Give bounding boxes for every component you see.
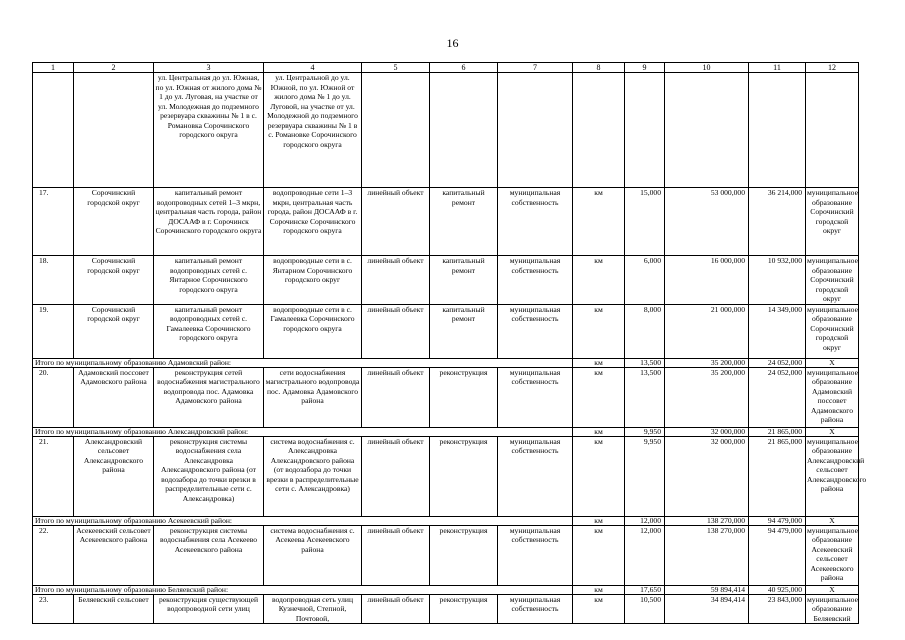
- object-type: линейный объект: [362, 304, 430, 358]
- funding-amount: 24 052,000: [749, 358, 806, 367]
- row-number: 17.: [33, 188, 74, 256]
- column-number-header: 4: [264, 63, 362, 73]
- object-name: система водоснабжения с. Александровка Александровского района (от водозабора до точки врезки в распределительные сети с. Александровка): [264, 436, 362, 516]
- funding-amount: 24 052,000: [749, 367, 806, 427]
- event-name: капитальный ремонт водопроводных сетей 1–3 мкрн, центральная часть города, район ДОСААФ в г. Сорочинск Сорочинского городского округа: [154, 188, 264, 256]
- funding-amount: 94 479,000: [749, 525, 806, 585]
- object-name: система водоснабжения с. Асекеева Асекеевского района: [264, 525, 362, 585]
- investment-program-table: [32, 62, 867, 624]
- ownership: муниципальная собственность: [498, 304, 573, 358]
- owner: муниципальное образование Сорочинский городской округ: [807, 256, 858, 303]
- unit: км: [573, 525, 625, 585]
- unit: км: [573, 594, 625, 624]
- unit: [573, 73, 625, 188]
- object-type: линейный объект: [362, 436, 430, 516]
- event-name: реконструкция сетей водоснабжения магистрального водопровода пос. Адамовка Адамовского района: [154, 367, 264, 427]
- quantity: 12,000: [625, 516, 665, 525]
- unit: км: [573, 427, 625, 436]
- municipality: [74, 73, 154, 188]
- object-name: водопроводные сети в с. Янтарном Сорочинского городского округ: [264, 256, 362, 305]
- funding-amount: 21 865,000: [749, 427, 806, 436]
- table-row: [33, 525, 859, 585]
- quantity: 17,650: [625, 585, 665, 594]
- total-cost: [665, 73, 749, 188]
- column-number-header: 1: [33, 63, 74, 73]
- column-number-header: 7: [498, 63, 573, 73]
- subtotal-label: Итого по муниципальному образованию Асекеевский район:: [33, 516, 573, 525]
- row-number: 22.: [33, 525, 74, 585]
- table-row: [33, 304, 859, 358]
- subtotal-mark: X: [806, 516, 859, 525]
- owner: муниципальное образование Беляевский: [807, 594, 858, 623]
- row-number: 23.: [33, 594, 74, 624]
- quantity: 10,500: [625, 594, 665, 624]
- object-type: линейный объект: [362, 594, 430, 624]
- work-type: капитальный ремонт: [430, 188, 498, 256]
- quantity: 15,000: [625, 188, 665, 256]
- municipality: Александровский сельсовет Александровского района: [74, 436, 154, 516]
- subtotal-row: [33, 585, 859, 594]
- ownership: муниципальная собственность: [498, 436, 573, 516]
- table-row: [33, 367, 859, 427]
- page-number: 16: [446, 36, 459, 50]
- table-row: [33, 594, 859, 624]
- row-number: 19.: [33, 304, 74, 358]
- row-number: 18.: [33, 256, 74, 305]
- owner: муниципальное образование Сорочинский городской округ: [806, 188, 859, 256]
- table-row: [33, 188, 859, 256]
- funding-amount: 21 865,000: [749, 436, 806, 516]
- unit: км: [573, 188, 625, 256]
- column-number-header: 11: [749, 63, 806, 73]
- object-type: линейный объект: [362, 256, 430, 305]
- total-cost: 16 000,000: [665, 256, 749, 305]
- total-cost: 53 000,000: [665, 188, 749, 256]
- object-type: линейный объект: [362, 188, 430, 256]
- total-cost: 59 894,414: [665, 585, 749, 594]
- total-cost: 32 000,000: [665, 427, 749, 436]
- ownership: муниципальная собственность: [498, 525, 573, 585]
- column-number-header: 12: [806, 63, 859, 73]
- subtotal-row: [33, 427, 859, 436]
- quantity: 9,950: [625, 427, 665, 436]
- column-number-header: 8: [573, 63, 625, 73]
- funding-amount: 10 932,000: [749, 256, 806, 305]
- total-cost: 138 270,000: [665, 525, 749, 585]
- owner: муниципальное образование Сорочинский городской округ: [806, 304, 859, 358]
- subtotal-label: Итого по муниципальному образованию Александровский район:: [33, 427, 573, 436]
- column-number-header: 10: [665, 63, 749, 73]
- object-name: водопроводная сеть улиц Кузнечной, Степной, Почтовой,: [264, 594, 362, 624]
- subtotal-mark: X: [806, 358, 859, 367]
- unit: км: [573, 516, 625, 525]
- row-number: 20.: [33, 367, 74, 427]
- column-number-row: [33, 63, 859, 73]
- ownership: [498, 73, 573, 188]
- table-row: [33, 256, 859, 305]
- owner: [806, 73, 859, 188]
- table-row: [33, 73, 859, 188]
- quantity: 13,500: [625, 358, 665, 367]
- unit: км: [573, 304, 625, 358]
- municipality: Асекеевский сельсовет Асекеевского района: [74, 525, 154, 585]
- quantity: [625, 73, 665, 188]
- municipality: Беляевский сельсовет: [74, 594, 154, 624]
- total-cost: 32 000,000: [665, 436, 749, 516]
- row-number: [33, 73, 74, 188]
- total-cost: 35 200,000: [665, 358, 749, 367]
- funding-amount: 23 843,000: [749, 594, 806, 624]
- funding-amount: [749, 73, 806, 188]
- event-name: реконструкция системы водоснабжения села Асекеево Асекеевского района: [154, 525, 264, 585]
- unit: км: [573, 436, 625, 516]
- column-number-header: 6: [430, 63, 498, 73]
- unit: км: [573, 585, 625, 594]
- total-cost: 138 270,000: [665, 516, 749, 525]
- municipality: Сорочинский городской округ: [74, 188, 154, 256]
- municipality: Сорочинский городской округ: [74, 256, 154, 305]
- municipality: Адамовский поссовет Адамовского района: [74, 367, 154, 427]
- quantity: 9,950: [625, 436, 665, 516]
- quantity: 6,000: [625, 256, 665, 305]
- subtotal-mark: X: [806, 585, 859, 594]
- object-type: линейный объект: [362, 367, 430, 427]
- subtotal-mark: X: [806, 427, 859, 436]
- subtotal-label: Итого по муниципальному образованию Адамовский район:: [33, 358, 573, 367]
- total-cost: 35 200,000: [665, 367, 749, 427]
- work-type: капитальный ремонт: [430, 256, 498, 305]
- object-name: ул. Центральной до ул. Южной, по ул. Южной от жилого дома № 1 до ул. Луговой, на участке от ул. Молодежной до подземного резервуара скважины № 1 в с. Романовке Сорочинского городского округа: [264, 73, 362, 188]
- unit: км: [573, 358, 625, 367]
- total-cost: 34 894,414: [665, 594, 749, 624]
- municipality: Сорочинский городской округ: [74, 304, 154, 358]
- funding-amount: 94 479,000: [749, 516, 806, 525]
- event-name: капитальный ремонт водопроводных сетей с. Гамалеевка Сорочинского городского округа: [154, 304, 264, 358]
- column-number-header: 2: [74, 63, 154, 73]
- funding-amount: 40 925,000: [749, 585, 806, 594]
- ownership: муниципальная собственность: [498, 188, 573, 256]
- funding-amount: 14 349,000: [749, 304, 806, 358]
- unit: км: [573, 367, 625, 427]
- ownership: муниципальная собственность: [498, 594, 573, 624]
- work-type: реконструкция: [430, 525, 498, 585]
- quantity: 8,000: [625, 304, 665, 358]
- quantity: 12,000: [625, 525, 665, 585]
- object-type: [362, 73, 430, 188]
- total-cost: 21 000,000: [665, 304, 749, 358]
- event-name: ул. Центральная до ул. Южная, по ул. Южная от жилого дома № 1 до ул. Луговая, на участке от ул. Молодежная до подземного резервуара скважины № 1 в с. Романовка Сорочинского городского округа: [154, 73, 264, 188]
- ownership: муниципальная собственность: [498, 256, 573, 305]
- object-name: водопроводные сети 1–3 мкрн, центральная часть города, район ДОСААФ в г. Сорочинске Сорочинского городского округа: [264, 188, 362, 256]
- work-type: реконструкция: [430, 436, 498, 516]
- object-name: сети водоснабжения магистрального водопровода пос. Адамовка Адамовского района: [264, 367, 362, 427]
- unit: км: [573, 256, 625, 305]
- table-row: [33, 436, 859, 516]
- work-type: капитальный ремонт: [430, 304, 498, 358]
- quantity: 13,500: [625, 367, 665, 427]
- work-type: реконструкция: [430, 367, 498, 427]
- object-type: линейный объект: [362, 525, 430, 585]
- column-number-header: 9: [625, 63, 665, 73]
- column-number-header: 3: [154, 63, 264, 73]
- event-name: реконструкция системы водоснабжения села Александровка Александровского района (от водозабора до точки врезки в распределительные сети с. Александровка): [154, 436, 264, 516]
- owner: муниципальное образование Александровский сельсовет Александровского района: [806, 436, 859, 516]
- owner: муниципальное образование Асекеевский сельсовет Асекеевского района: [806, 525, 859, 585]
- subtotal-row: [33, 516, 859, 525]
- ownership: муниципальная собственность: [498, 367, 573, 427]
- subtotal-row: [33, 358, 859, 367]
- column-number-header: 5: [362, 63, 430, 73]
- object-name: водопроводные сети в с. Гамалеевка Сорочинского городского округа: [264, 304, 362, 358]
- row-number: 21.: [33, 436, 74, 516]
- work-type: реконструкция: [430, 594, 498, 624]
- owner: муниципальное образование Адамовский поссовет Адамовского района: [806, 367, 859, 427]
- event-name: капитальный ремонт водопроводных сетей с. Янтарное Сорочинского городского округа: [154, 256, 264, 305]
- funding-amount: 36 214,000: [749, 188, 806, 256]
- subtotal-label: Итого по муниципальному образованию Беляевский район:: [33, 585, 573, 594]
- work-type: [430, 73, 498, 188]
- event-name: реконструкция существующей водопроводной сети улиц: [154, 594, 264, 624]
